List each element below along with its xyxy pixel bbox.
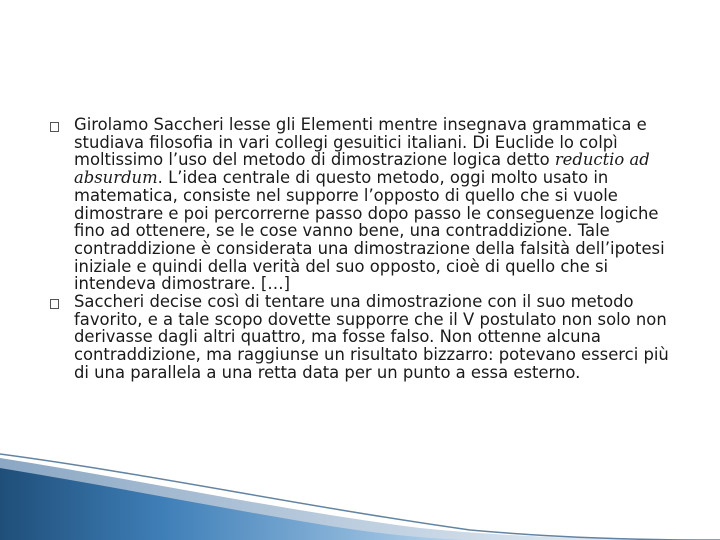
bullet-item-2 [50,293,680,382]
bullet-item-1 [50,116,680,293]
bullet-1-text-after: . L’idea centrale di questo metodo, oggi molto usato in matematica, consiste nel supporre l’opposto di quello che si vuole dimostrare e poi percorrerne passo dopo passo le conseguenze logiche fino ad ottenere, se le cose vanno bene, una contraddizione. Tale contraddizione è considerata una dimostrazione della falsità dell’ipotesi iniziale e quindi della verità del suo opposto, cioè di quello che si intendeva dimostrare. […] [74,168,665,294]
hollow-square-bullet-icon [50,122,59,132]
slide-body [50,116,680,382]
bullet-1-text-before: Girolamo Saccheri lesse gli Elementi mentre insegnava grammatica e studiava filosofia in vari collegi gesuitici italiani. Di Euclide lo colpì moltissimo l’uso del metodo di dimostrazione logica detto [74,115,647,170]
bullet-1-italic-term: reductio ad absurdum [74,150,650,188]
wave-decoration [0,450,720,540]
hollow-square-bullet-icon [50,299,59,309]
bullet-2-text: Saccheri decise così di tentare una dimostrazione con il suo metodo favorito, e a tale scopo dovette supporre che il V postulato non solo non derivasse dagli altri quattro, ma fosse falso. Non ottenne alcuna contraddizione, ma raggiunse un risultato bizzarro: potevano esserci più di una parallela a una retta data per un punto a essa esterno. [74,292,669,382]
